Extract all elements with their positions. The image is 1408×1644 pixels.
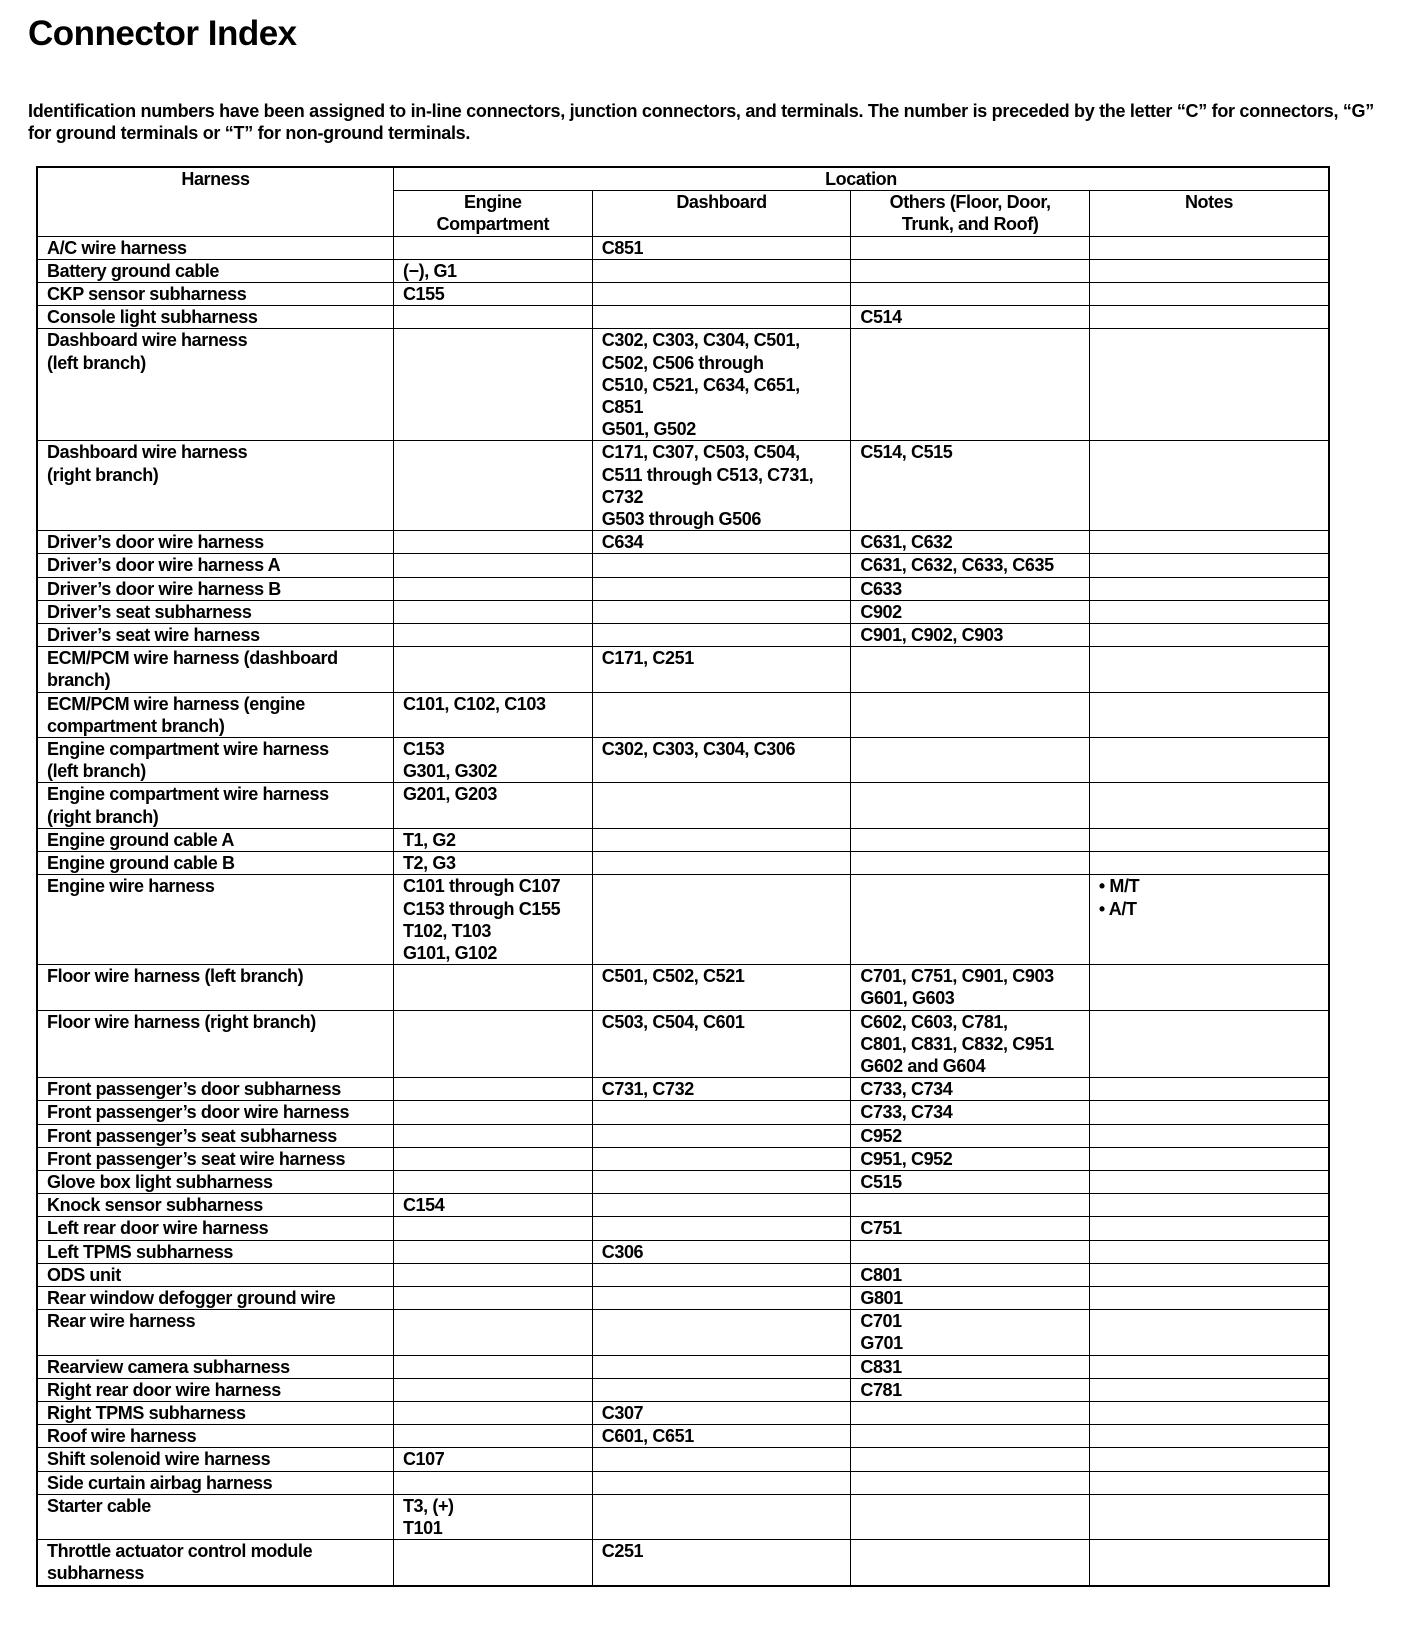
table-row <box>37 259 1329 282</box>
notes-cell <box>1089 283 1329 306</box>
engine-compartment-cell <box>393 1540 592 1586</box>
harness-cell: Engine compartment wire harness (left branch) <box>37 738 393 783</box>
table-row <box>37 1217 1329 1240</box>
others-cell: C901, C902, C903 <box>851 624 1090 647</box>
engine-compartment-cell <box>393 1378 592 1401</box>
harness-cell: ECM/PCM wire harness (engine compartment branch) <box>37 692 393 737</box>
engine-compartment-cell <box>393 236 592 259</box>
notes-cell <box>1089 1425 1329 1448</box>
notes-cell <box>1089 554 1329 577</box>
table-row <box>37 875 1329 965</box>
others-cell <box>851 236 1090 259</box>
dashboard-cell <box>592 852 851 875</box>
others-cell <box>851 1240 1090 1263</box>
dashboard-cell <box>592 624 851 647</box>
harness-cell: Front passenger’s seat subharness <box>37 1124 393 1147</box>
table-row <box>37 1378 1329 1401</box>
others-cell <box>851 1194 1090 1217</box>
engine-compartment-cell <box>393 1240 592 1263</box>
others-cell: C701 G701 <box>851 1310 1090 1355</box>
table-row <box>37 1425 1329 1448</box>
table-row <box>37 1240 1329 1263</box>
table-row <box>37 1401 1329 1424</box>
others-cell: C751 <box>851 1217 1090 1240</box>
notes-cell <box>1089 783 1329 828</box>
notes-cell <box>1089 1310 1329 1355</box>
others-cell: C902 <box>851 600 1090 623</box>
table-row <box>37 283 1329 306</box>
others-cell: C602, C603, C781, C801, C831, C832, C951 G602 and G604 <box>851 1010 1090 1078</box>
table-row <box>37 1194 1329 1217</box>
engine-compartment-cell: T2, G3 <box>393 852 592 875</box>
others-cell <box>851 329 1090 441</box>
dashboard-cell <box>592 1217 851 1240</box>
dashboard-cell <box>592 1355 851 1378</box>
harness-cell: Driver’s seat subharness <box>37 600 393 623</box>
table-row <box>37 1494 1329 1539</box>
notes-cell <box>1089 1194 1329 1217</box>
dashboard-cell: C251 <box>592 1540 851 1586</box>
engine-compartment-cell <box>393 1010 592 1078</box>
others-cell <box>851 692 1090 737</box>
table-row <box>37 329 1329 441</box>
dashboard-cell: C306 <box>592 1240 851 1263</box>
notes-cell <box>1089 306 1329 329</box>
notes-cell <box>1089 1355 1329 1378</box>
dashboard-cell <box>592 1471 851 1494</box>
others-cell: C631, C632 <box>851 531 1090 554</box>
harness-cell: Front passenger’s door subharness <box>37 1078 393 1101</box>
engine-compartment-cell <box>393 1425 592 1448</box>
notes-cell <box>1089 828 1329 851</box>
notes-cell <box>1089 236 1329 259</box>
table-row <box>37 647 1329 692</box>
harness-cell: Engine ground cable B <box>37 852 393 875</box>
harness-cell: Driver’s seat wire harness <box>37 624 393 647</box>
engine-compartment-cell: C107 <box>393 1448 592 1471</box>
dashboard-cell: C601, C651 <box>592 1425 851 1448</box>
harness-cell: Dashboard wire harness (left branch) <box>37 329 393 441</box>
page-title: Connector Index <box>28 14 297 53</box>
notes-cell <box>1089 692 1329 737</box>
table-row <box>37 554 1329 577</box>
header-location: Location <box>393 167 1329 191</box>
harness-cell: Rear window defogger ground wire <box>37 1286 393 1309</box>
engine-compartment-cell <box>393 329 592 441</box>
harness-cell: Engine compartment wire harness (right branch) <box>37 783 393 828</box>
dashboard-cell <box>592 875 851 965</box>
others-cell <box>851 1425 1090 1448</box>
dashboard-cell: C501, C502, C521 <box>592 965 851 1010</box>
others-cell: C701, C751, C901, C903 G601, G603 <box>851 965 1090 1010</box>
engine-compartment-cell <box>393 1286 592 1309</box>
harness-cell: Front passenger’s door wire harness <box>37 1101 393 1124</box>
table-row <box>37 1101 1329 1124</box>
table-row <box>37 738 1329 783</box>
notes-cell <box>1089 1494 1329 1539</box>
engine-compartment-cell <box>393 1217 592 1240</box>
notes-cell <box>1089 1286 1329 1309</box>
others-cell: C514, C515 <box>851 441 1090 531</box>
dashboard-cell: C634 <box>592 531 851 554</box>
notes-cell: • M/T • A/T <box>1089 875 1329 965</box>
dashboard-cell <box>592 1170 851 1193</box>
others-cell: C514 <box>851 306 1090 329</box>
notes-cell <box>1089 965 1329 1010</box>
harness-cell: Console light subharness <box>37 306 393 329</box>
engine-compartment-cell <box>393 1355 592 1378</box>
others-cell: C831 <box>851 1355 1090 1378</box>
harness-cell: Front passenger’s seat wire harness <box>37 1147 393 1170</box>
harness-cell: Dashboard wire harness (right branch) <box>37 441 393 531</box>
notes-cell <box>1089 1378 1329 1401</box>
dashboard-cell <box>592 1263 851 1286</box>
header-row <box>37 167 1329 191</box>
engine-compartment-cell: T1, G2 <box>393 828 592 851</box>
engine-compartment-cell <box>393 600 592 623</box>
dashboard-cell <box>592 577 851 600</box>
others-cell <box>851 1401 1090 1424</box>
connector-index-table <box>36 166 1330 1587</box>
others-cell <box>851 1471 1090 1494</box>
intro-paragraph: Identification numbers have been assigned to in-line connectors, junction connectors, and terminals. The number is preceded by the letter “C” for connectors, “G” for ground terminals or “T” for non-ground terminals. <box>28 101 1374 143</box>
engine-compartment-cell: C153 G301, G302 <box>393 738 592 783</box>
notes-cell <box>1089 624 1329 647</box>
table-row <box>37 1448 1329 1471</box>
table-row <box>37 306 1329 329</box>
others-cell <box>851 259 1090 282</box>
engine-compartment-cell: G201, G203 <box>393 783 592 828</box>
others-cell: C633 <box>851 577 1090 600</box>
dashboard-cell <box>592 283 851 306</box>
dashboard-cell: C851 <box>592 236 851 259</box>
dashboard-cell: C302, C303, C304, C306 <box>592 738 851 783</box>
harness-cell: Engine wire harness <box>37 875 393 965</box>
engine-compartment-cell: C101 through C107 C153 through C155 T102, T103 G101, G102 <box>393 875 592 965</box>
table-row <box>37 1471 1329 1494</box>
notes-cell <box>1089 329 1329 441</box>
harness-cell: Side curtain airbag harness <box>37 1471 393 1494</box>
header-harness: Harness <box>37 167 393 236</box>
harness-cell: Floor wire harness (left branch) <box>37 965 393 1010</box>
harness-cell: Shift solenoid wire harness <box>37 1448 393 1471</box>
engine-compartment-cell <box>393 441 592 531</box>
harness-cell: ECM/PCM wire harness (dashboard branch) <box>37 647 393 692</box>
engine-compartment-cell <box>393 1078 592 1101</box>
notes-cell <box>1089 1010 1329 1078</box>
engine-compartment-cell: C154 <box>393 1194 592 1217</box>
table-row <box>37 1170 1329 1193</box>
notes-cell <box>1089 1101 1329 1124</box>
notes-cell <box>1089 577 1329 600</box>
notes-cell <box>1089 852 1329 875</box>
table-row <box>37 236 1329 259</box>
header-engine-compartment: Engine Compartment <box>393 191 592 236</box>
notes-cell <box>1089 1124 1329 1147</box>
dashboard-cell <box>592 1147 851 1170</box>
notes-cell <box>1089 1147 1329 1170</box>
others-cell: G801 <box>851 1286 1090 1309</box>
others-cell: C733, C734 <box>851 1078 1090 1101</box>
dashboard-cell <box>592 259 851 282</box>
table-row <box>37 600 1329 623</box>
harness-cell: CKP sensor subharness <box>37 283 393 306</box>
table-row <box>37 624 1329 647</box>
table-row <box>37 531 1329 554</box>
dashboard-cell <box>592 1494 851 1539</box>
table-row <box>37 1310 1329 1355</box>
engine-compartment-cell <box>393 965 592 1010</box>
others-cell: C952 <box>851 1124 1090 1147</box>
harness-cell: Driver’s door wire harness <box>37 531 393 554</box>
others-cell: C781 <box>851 1378 1090 1401</box>
table-row <box>37 1540 1329 1586</box>
notes-cell <box>1089 1401 1329 1424</box>
notes-cell <box>1089 738 1329 783</box>
table-row <box>37 828 1329 851</box>
header-dashboard: Dashboard <box>592 191 851 236</box>
table-row <box>37 692 1329 737</box>
table-row <box>37 852 1329 875</box>
table-row <box>37 1010 1329 1078</box>
harness-cell: Left TPMS subharness <box>37 1240 393 1263</box>
dashboard-cell <box>592 1194 851 1217</box>
dashboard-cell <box>592 1286 851 1309</box>
table-row <box>37 965 1329 1010</box>
dashboard-cell: C307 <box>592 1401 851 1424</box>
engine-compartment-cell <box>393 1147 592 1170</box>
dashboard-cell <box>592 692 851 737</box>
harness-cell: Glove box light subharness <box>37 1170 393 1193</box>
others-cell <box>851 283 1090 306</box>
table-row <box>37 783 1329 828</box>
harness-cell: ODS unit <box>37 1263 393 1286</box>
others-cell: C951, C952 <box>851 1147 1090 1170</box>
others-cell <box>851 852 1090 875</box>
dashboard-cell <box>592 306 851 329</box>
engine-compartment-cell <box>393 1471 592 1494</box>
dashboard-cell <box>592 1378 851 1401</box>
others-cell: C515 <box>851 1170 1090 1193</box>
dashboard-cell <box>592 783 851 828</box>
harness-cell: Driver’s door wire harness A <box>37 554 393 577</box>
engine-compartment-cell <box>393 306 592 329</box>
notes-cell <box>1089 1448 1329 1471</box>
others-cell <box>851 647 1090 692</box>
table-row <box>37 441 1329 531</box>
others-cell <box>851 783 1090 828</box>
harness-cell: Starter cable <box>37 1494 393 1539</box>
engine-compartment-cell <box>393 1170 592 1193</box>
others-cell <box>851 738 1090 783</box>
engine-compartment-cell <box>393 647 592 692</box>
engine-compartment-cell: C101, C102, C103 <box>393 692 592 737</box>
others-cell: C801 <box>851 1263 1090 1286</box>
dashboard-cell <box>592 1124 851 1147</box>
dashboard-cell <box>592 828 851 851</box>
dashboard-cell <box>592 1448 851 1471</box>
dashboard-cell: C731, C732 <box>592 1078 851 1101</box>
notes-cell <box>1089 1217 1329 1240</box>
table-row <box>37 1286 1329 1309</box>
table-row <box>37 1124 1329 1147</box>
engine-compartment-cell <box>393 1124 592 1147</box>
harness-cell: Knock sensor subharness <box>37 1194 393 1217</box>
engine-compartment-cell <box>393 577 592 600</box>
notes-cell <box>1089 531 1329 554</box>
table-body <box>37 236 1329 1585</box>
notes-cell <box>1089 259 1329 282</box>
dashboard-cell: C171, C251 <box>592 647 851 692</box>
engine-compartment-cell <box>393 624 592 647</box>
others-cell: C733, C734 <box>851 1101 1090 1124</box>
harness-cell: Driver’s door wire harness B <box>37 577 393 600</box>
engine-compartment-cell <box>393 1101 592 1124</box>
notes-cell <box>1089 647 1329 692</box>
harness-cell: Floor wire harness (right branch) <box>37 1010 393 1078</box>
table-row <box>37 1147 1329 1170</box>
engine-compartment-cell: T3, (+) T101 <box>393 1494 592 1539</box>
notes-cell <box>1089 1471 1329 1494</box>
notes-cell <box>1089 1240 1329 1263</box>
harness-cell: Right TPMS subharness <box>37 1401 393 1424</box>
harness-cell: Throttle actuator control module subharness <box>37 1540 393 1586</box>
engine-compartment-cell <box>393 1263 592 1286</box>
notes-cell <box>1089 1078 1329 1101</box>
harness-cell: Rear wire harness <box>37 1310 393 1355</box>
others-cell <box>851 1448 1090 1471</box>
engine-compartment-cell <box>393 1401 592 1424</box>
dashboard-cell: C503, C504, C601 <box>592 1010 851 1078</box>
harness-cell: Left rear door wire harness <box>37 1217 393 1240</box>
engine-compartment-cell: (−), G1 <box>393 259 592 282</box>
dashboard-cell: C302, C303, C304, C501, C502, C506 through C510, C521, C634, C651, C851 G501, G502 <box>592 329 851 441</box>
harness-cell: Engine ground cable A <box>37 828 393 851</box>
others-cell <box>851 828 1090 851</box>
others-cell <box>851 1494 1090 1539</box>
harness-cell: Rearview camera subharness <box>37 1355 393 1378</box>
header-notes: Notes <box>1089 191 1329 236</box>
harness-cell: A/C wire harness <box>37 236 393 259</box>
engine-compartment-cell <box>393 531 592 554</box>
dashboard-cell: C171, C307, C503, C504, C511 through C513, C731, C732 G503 through G506 <box>592 441 851 531</box>
others-cell <box>851 1540 1090 1586</box>
others-cell: C631, C632, C633, C635 <box>851 554 1090 577</box>
engine-compartment-cell <box>393 554 592 577</box>
harness-cell: Roof wire harness <box>37 1425 393 1448</box>
dashboard-cell <box>592 1101 851 1124</box>
table-row <box>37 1263 1329 1286</box>
dashboard-cell <box>592 600 851 623</box>
notes-cell <box>1089 441 1329 531</box>
others-cell <box>851 875 1090 965</box>
header-others: Others (Floor, Door, Trunk, and Roof) <box>851 191 1090 236</box>
table-row <box>37 1078 1329 1101</box>
notes-cell <box>1089 1170 1329 1193</box>
table-row <box>37 1355 1329 1378</box>
notes-cell <box>1089 1263 1329 1286</box>
dashboard-cell <box>592 554 851 577</box>
harness-cell: Right rear door wire harness <box>37 1378 393 1401</box>
dashboard-cell <box>592 1310 851 1355</box>
harness-cell: Battery ground cable <box>37 259 393 282</box>
notes-cell <box>1089 1540 1329 1586</box>
engine-compartment-cell: C155 <box>393 283 592 306</box>
table-row <box>37 577 1329 600</box>
engine-compartment-cell <box>393 1310 592 1355</box>
notes-cell <box>1089 600 1329 623</box>
